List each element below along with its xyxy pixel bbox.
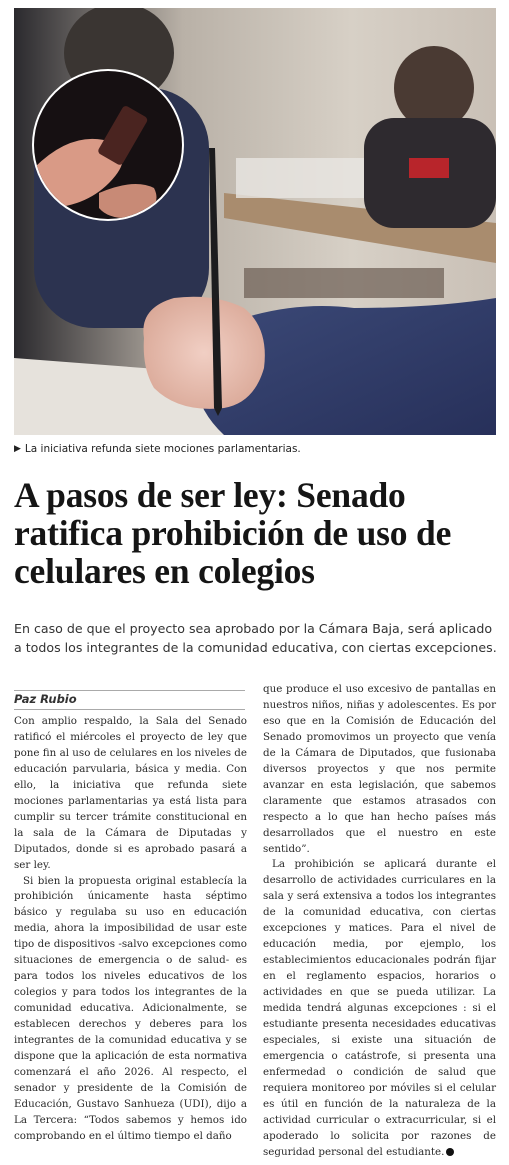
article-photo [14, 8, 496, 435]
phone-inset-photo [32, 69, 184, 221]
body-paragraph: que produce el uso excesivo de pantallas en nuestros niños, niñas y adolescentes. Es por eso que en la Comisión de Educación del Senado promovimos un proyecto que venía de la Cámara de Diputados, que fusionaba diversos proyectos y que nos permite avanzar en esta legislación, que sabemos claramente que estamos atrasados con respecto a lo que han hecho países más desarrollados que el nuestro en este sentido”. [263, 683, 496, 855]
headline: A pasos de ser ley: Senado ratifica prohibición de uso de celulares en colegios [14, 475, 452, 591]
caption-marker-icon: ▶ [14, 444, 21, 454]
body-paragraph: Con amplio respaldo, la Sala del Senado ratificó el miércoles el proyecto de ley que pone fin al uso de celulares en los niveles de educación parvularia, básica y media. Con ello, la iniciativa que refunda siete mociones parlamentarias ya está lista para cumplir su tercer trámite constitucional en la sala de la Cámara de Diputadas y Diputados, donde si es aprobado pasará a ser ley. [14, 715, 247, 871]
byline-rule-top [14, 690, 245, 691]
body-column-1 [14, 714, 247, 1145]
byline-rule-bottom [14, 709, 245, 710]
byline: Paz Rubio [14, 692, 77, 706]
body-paragraph-text: La prohibición se aplicará durante el desarrollo de actividades curriculares en la sala y será extensiva a todos los integrantes de la comunidad educativa, con ciertas excepciones y matices. Para el nivel de educación media, por ejemplo, los establecimientos educacionales podrán fijar en el reglamento espacios, horarios o actividades en que se pueda utilizar. La medida tendrá algunas excepciones : si el estudiante presenta necesidades educativas especiales, si existe una situación de emergencia o catástrofe, si presenta una enfermedad o condición de salud que requiera monitoreo por móviles si el celular es útil en función de la naturaleza de la actividad curricular o extracurricular, si el apoderado lo solicita por razones de seguridad personal del estudiante. [263, 858, 496, 1158]
body-paragraph: Si bien la propuesta original establecía la prohibición únicamente hasta séptimo básico y regulaba su uso en educación media, ahora la imposibilidad de usar este tipo de dispositivos -salvo excepciones como situaciones de emergencia o de salud- es para todos los niveles educativos de los colegios y para todos los integrantes de la comunidad educativa. Adicionalmente, se establecen derechos y deberes para los integrantes de la comunidad educativa y se dispone que la aplicación de esta normativa comenzará el año 2026. Al respecto, el senador y presidente de la Comisión de Educación, Gustavo Sanhueza (UDI), dijo a La Tercera: “Todos sabemos y hemos ido comprobando en el último tiempo el daño [14, 874, 247, 1142]
photo-caption [14, 443, 496, 455]
body-column-2 [263, 682, 496, 1161]
end-of-article-icon [446, 1148, 454, 1156]
caption-text: La iniciativa refunda siete mociones parlamentarias. [24, 443, 301, 455]
body-paragraph-last [263, 857, 496, 1160]
dek: En caso de que el proyecto sea aprobado por la Cámara Baja, será aplicado a todos los integrantes de la comunidad educativa, con ciertas excepciones. [14, 621, 497, 655]
students-classroom-photo [14, 8, 496, 435]
